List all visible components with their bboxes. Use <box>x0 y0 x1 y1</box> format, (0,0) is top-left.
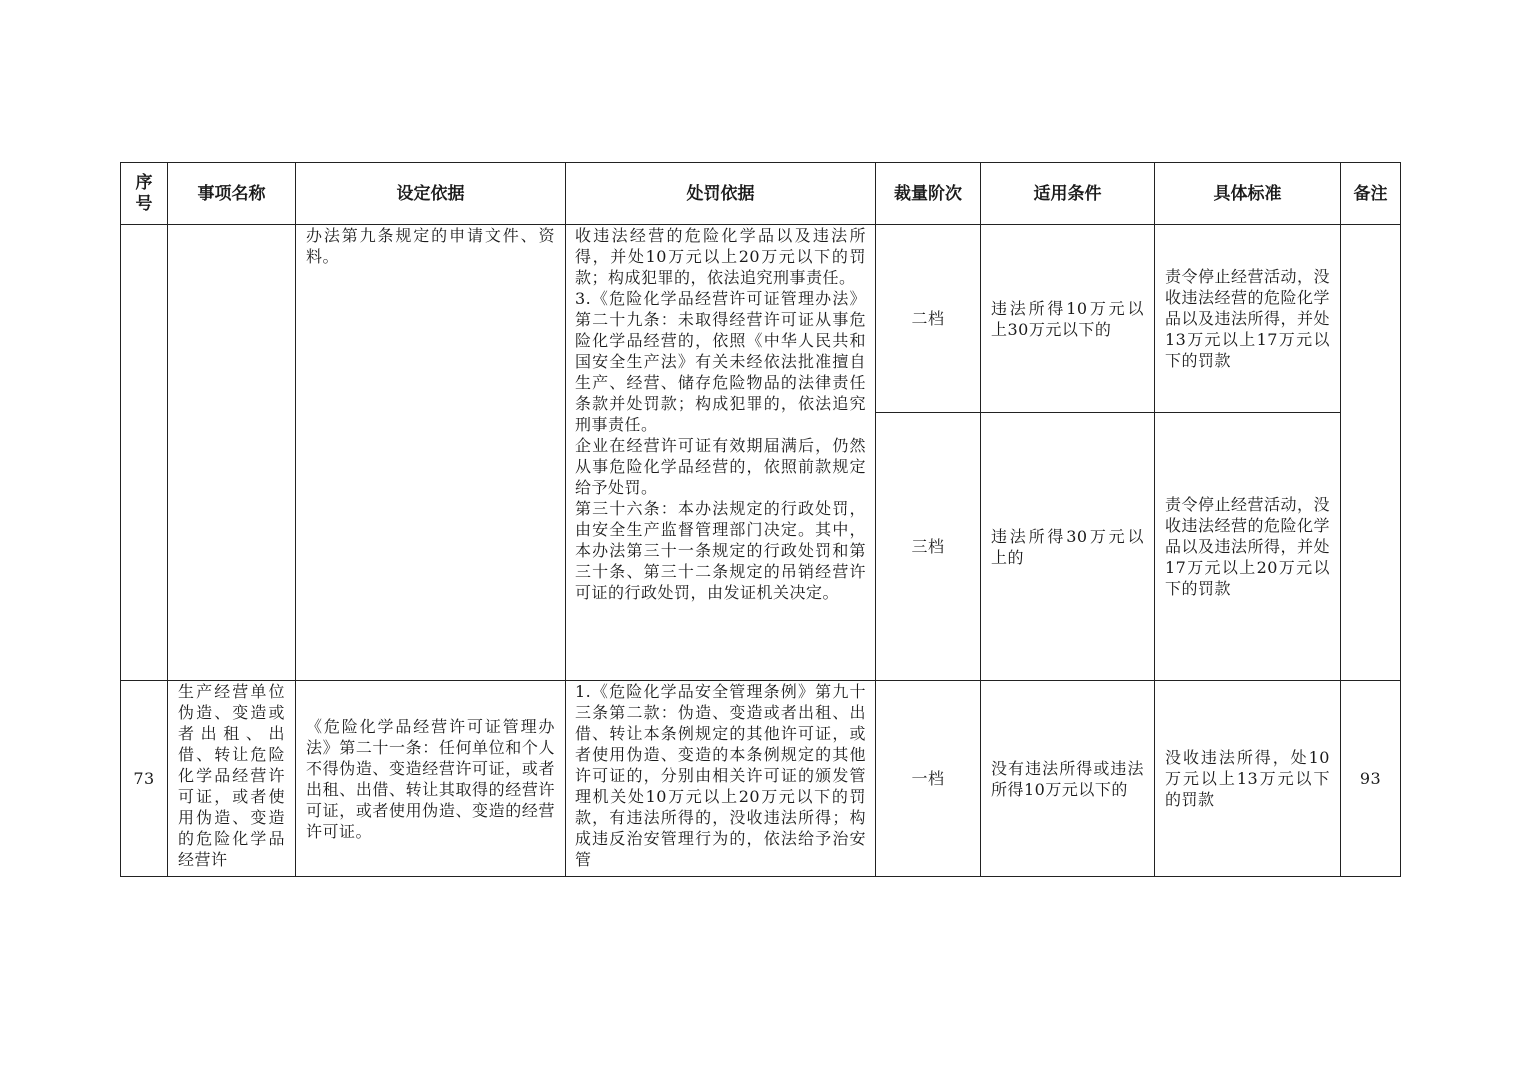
prev-seq-cell <box>121 225 168 681</box>
row73-remark-cell <box>1341 681 1401 877</box>
header-basis: 设定依据 <box>296 163 566 225</box>
tier3-condition: 违法所得30万元以上的 <box>991 526 1144 567</box>
tier2-level: 二档 <box>911 309 945 328</box>
row73-level-cell <box>876 681 981 877</box>
prev-name-cell <box>168 225 296 681</box>
row73-name: 生产经营单位伪造、变造或者出租、出借、转让危险化学品经营许可证，或者使用伪造、变造的危险化学品经营许 <box>178 682 285 869</box>
tier2-condition-cell <box>981 225 1155 413</box>
header-penalty-basis: 处罚依据 <box>566 163 876 225</box>
penalty-standard-table <box>120 162 1401 877</box>
header-name: 事项名称 <box>168 163 296 225</box>
prev-basis-cell <box>296 225 566 681</box>
tier2-standard: 责令停止经营活动，没收违法经营的危险化学品以及违法所得，并处13万元以上17万元以下的罚款 <box>1165 267 1331 370</box>
table-row-73 <box>121 681 1401 877</box>
row73-seq-cell <box>121 681 168 877</box>
row73-basis-cell <box>296 681 566 877</box>
row73-penalty-basis-cell <box>566 681 876 877</box>
prev-penalty-basis <box>566 225 875 603</box>
table-row-prev-tier2 <box>121 225 1401 413</box>
tier3-level-cell <box>876 413 981 681</box>
header-condition: 适用条件 <box>981 163 1155 225</box>
row73-basis: 《危险化学品经营许可证管理办法》第二十一条：任何单位和个人不得伪造、变造经营许可证，或者出租、出借、转让其取得的经营许可证，或者使用伪造、变造的经营许可证。 <box>306 716 555 841</box>
header-level: 裁量阶次 <box>876 163 981 225</box>
tier2-level-cell <box>876 225 981 413</box>
row73-standard: 没收违法所得，处10万元以上13万元以下的罚款 <box>1165 748 1330 809</box>
prev-penalty-para-4: 第三十六条：本办法规定的行政处罚，由安全生产监督管理部门决定。其中，本办法第三十一条规定的行政处罚和第三十条、第三十二条规定的吊销经营许可证的行政处罚，由发证机关决定。 <box>575 499 866 602</box>
tier2-condition: 违法所得10万元以上30万元以下的 <box>991 298 1144 339</box>
header-row <box>121 163 1401 225</box>
prev-basis-text: 办法第九条规定的申请文件、资料。 <box>306 226 555 266</box>
tier3-standard: 责令停止经营活动，没收违法经营的危险化学品以及违法所得，并处17万元以上20万元以下的罚款 <box>1165 495 1331 598</box>
prev-penalty-para-1: 收违法经营的危险化学品以及违法所得，并处10万元以上20万元以下的罚款；构成犯罪的，依法追究刑事责任。 <box>575 226 866 287</box>
row73-seq: 73 <box>133 769 155 788</box>
header-standard: 具体标准 <box>1155 163 1341 225</box>
row73-standard-cell <box>1155 681 1341 877</box>
prev-penalty-para-2: 3.《危险化学品经营许可证管理办法》第二十九条：未取得经营许可证从事危险化学品经营的，依照《中华人民共和国安全生产法》有关未经依法批准擅自生产、经营、储存危险物品的法律责任条款并处罚款；构成犯罪的，依法追究刑事责任。 <box>575 289 866 434</box>
prev-remark-cell <box>1341 225 1401 681</box>
prev-penalty-para-3: 企业在经营许可证有效期届满后，仍然从事危险化学品经营的，依照前款规定给予处罚。 <box>575 436 866 497</box>
prev-penalty-basis-cell <box>566 225 876 681</box>
tier2-standard-cell <box>1155 225 1341 413</box>
tier3-level: 三档 <box>911 537 945 556</box>
header-remark: 备注 <box>1341 163 1401 225</box>
row73-condition: 没有违法所得或违法所得10万元以下的 <box>991 758 1144 799</box>
row73-penalty-basis: 1.《危险化学品安全管理条例》第九十三条第二款：伪造、变造或者出租、出借、转让本条例规定的其他许可证，或者使用伪造、变造的本条例规定的其他许可证的，分别由相关许可证的颁发管理机关处10万元以上20万元以下的罚款，有违法所得的，没收违法所得；构成违反治安管理行为的，依法给予治安管 <box>575 682 866 869</box>
tier3-standard-cell <box>1155 413 1341 681</box>
row73-condition-cell <box>981 681 1155 877</box>
tier3-condition-cell <box>981 413 1155 681</box>
row73-level: 一档 <box>911 769 945 788</box>
header-seq: 序号 <box>121 163 168 225</box>
row73-remark: 93 <box>1359 769 1382 788</box>
row73-name-cell <box>168 681 296 877</box>
